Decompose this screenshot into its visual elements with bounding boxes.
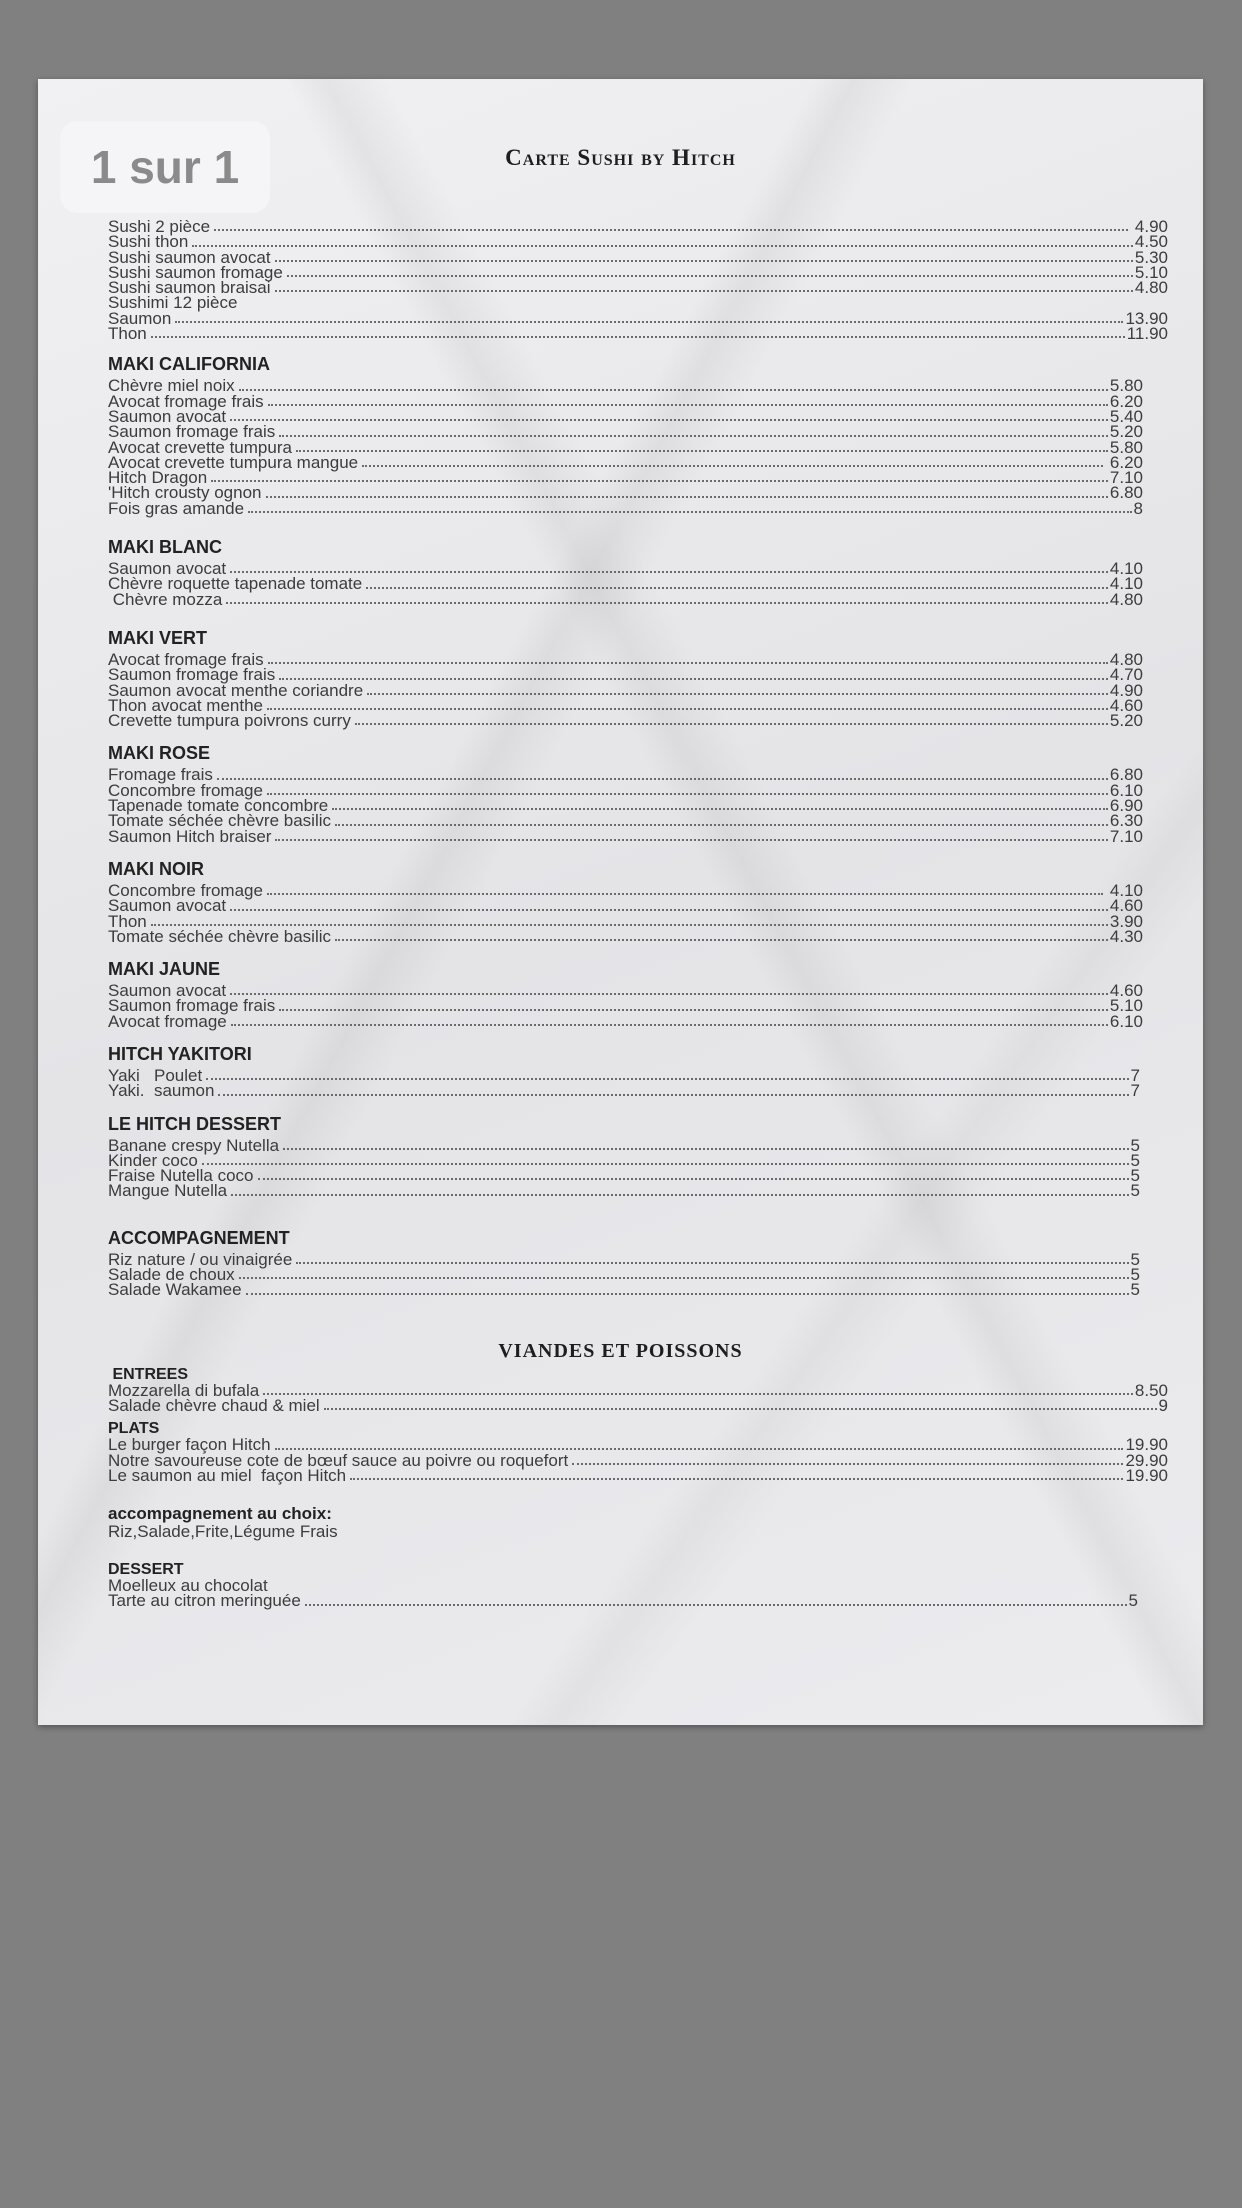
menu-item-label: Avocat fromage frais <box>108 391 264 411</box>
menu-item-price: 6.20 <box>1105 452 1143 472</box>
dot-leader <box>332 808 1108 810</box>
menu-item <box>108 1081 1168 1101</box>
menu-item <box>108 1265 1168 1285</box>
menu-item <box>108 765 1168 785</box>
menu-item-label: Chèvre roquette tapenade tomate <box>108 574 363 594</box>
menu-item-label: Sushi 2 pièce <box>108 217 211 236</box>
dot-leader <box>230 571 1108 573</box>
menu-item-label: Salade de choux <box>108 1265 235 1285</box>
menu-page <box>38 79 1203 1725</box>
dessert-plain-item: Moelleux au chocolat <box>108 1576 268 1596</box>
menu-item <box>108 589 1168 609</box>
menu-item-label: Hitch Dragon <box>108 468 208 488</box>
menu-item-price: 4.60 <box>1109 695 1143 715</box>
menu-item-price: 8.50 <box>1134 1380 1168 1400</box>
menu-item-price: 29.90 <box>1125 1450 1168 1470</box>
menu-item-price: 6.80 <box>1109 765 1143 785</box>
menu-item-label: Avocat crevette tumpura mangue <box>108 452 359 472</box>
menu-item-price: 5 <box>1130 1265 1140 1285</box>
section-vert <box>108 627 1168 731</box>
menu-item-label: Concombre fromage <box>108 880 263 900</box>
menu-item-price: 5 <box>1130 1166 1140 1186</box>
menu-item-price: 5 <box>1130 1249 1140 1269</box>
section-dessert <box>108 1113 1168 1199</box>
dot-leader <box>572 1463 1123 1465</box>
dot-leader <box>230 909 1108 911</box>
menu-item-price: 4.30 <box>1109 926 1143 946</box>
menu-item-price: 3.90 <box>1109 911 1143 931</box>
menu-item-price: 4.10 <box>1109 574 1143 594</box>
dot-leader <box>192 245 1133 247</box>
menu-item-label: Avocat fromage frais <box>108 649 264 669</box>
menu-item-label: Saumon fromage frais <box>108 665 276 685</box>
dot-leader <box>296 450 1108 452</box>
menu-item <box>108 483 1168 503</box>
dot-leader <box>230 419 1108 421</box>
menu-item-label: Banane crespy Nutella <box>108 1135 280 1155</box>
viandes-heading: VIANDES ET POISSONS <box>498 1339 743 1362</box>
dot-leader <box>275 1448 1124 1450</box>
dot-leader <box>268 662 1108 664</box>
menu-item-price: 7 <box>1130 1065 1140 1085</box>
menu-item-label: Mangue Nutella <box>108 1181 228 1201</box>
dot-leader <box>287 275 1133 277</box>
menu-item <box>108 926 1168 946</box>
menu-item-label: Mozzarella di bufala <box>108 1380 260 1400</box>
menu-item-label: Avocat crevette tumpura <box>108 437 292 457</box>
menu-item <box>108 1166 1168 1186</box>
menu-item-label: Saumon avocat <box>108 406 227 426</box>
dot-leader <box>263 1393 1133 1395</box>
dot-leader <box>305 1604 1127 1606</box>
menu-item <box>108 468 1168 488</box>
dot-leader <box>214 229 1128 231</box>
menu-item-label: Concombre fromage <box>108 780 263 800</box>
menu-item-label: 'Hitch crousty ognon <box>108 483 262 503</box>
dot-leader <box>226 602 1108 604</box>
section-heading: MAKI NOIR <box>108 858 204 879</box>
page-counter-badge: 1 sur 1 <box>60 121 270 213</box>
menu-title: Carte Sushi by Hitch <box>505 145 736 170</box>
menu-item <box>108 308 1168 328</box>
dot-leader <box>248 511 1131 513</box>
menu-item <box>108 219 1168 234</box>
menu-item-price: 13.90 <box>1125 308 1168 328</box>
menu-item-label: Thon avocat menthe <box>108 695 263 715</box>
menu-content <box>108 219 1168 1609</box>
menu-item-price: 6.10 <box>1109 780 1143 800</box>
menu-item-price: 5.20 <box>1109 422 1143 442</box>
section-heading: MAKI BLANC <box>108 537 222 558</box>
menu-item-price: 5 <box>1130 1280 1140 1300</box>
menu-item-label: Saumon avocat <box>108 896 227 916</box>
dot-leader <box>279 678 1108 680</box>
menu-item-price: 7.10 <box>1109 468 1143 488</box>
menu-item-label: Tomate séchée chèvre basilic <box>108 811 332 831</box>
menu-item <box>108 1150 1168 1170</box>
section-heading: LE HITCH DESSERT <box>108 1113 282 1134</box>
menu-item-label: Saumon avocat <box>108 981 227 1001</box>
menu-item-price: 6.90 <box>1109 796 1143 816</box>
menu-item-price: 5.80 <box>1109 376 1143 396</box>
section-heading: MAKI ROSE <box>108 743 211 764</box>
menu-item-label: Chèvre miel noix <box>108 376 235 396</box>
dot-leader <box>239 1277 1129 1279</box>
plats-heading: PLATS <box>108 1420 160 1438</box>
dot-leader <box>366 587 1108 589</box>
menu-item-price: 7 <box>1130 1081 1140 1101</box>
section-accompagnement <box>108 1227 1168 1298</box>
menu-item <box>108 1591 1168 1611</box>
menu-item <box>108 896 1168 916</box>
menu-item-price: 4.80 <box>1134 278 1168 298</box>
dot-leader <box>230 993 1108 995</box>
menu-item-price: 4.60 <box>1109 896 1143 916</box>
dot-leader <box>175 321 1123 323</box>
menu-item-price: 5.20 <box>1109 711 1143 731</box>
menu-item-label: Le burger façon Hitch <box>108 1435 271 1455</box>
dot-leader <box>218 1094 1128 1096</box>
menu-item-price: 4.80 <box>1109 589 1143 609</box>
dot-leader <box>266 496 1108 498</box>
menu-item-price: 19.90 <box>1125 1435 1168 1455</box>
dot-leader <box>335 824 1108 826</box>
dot-leader <box>231 1024 1108 1026</box>
menu-item-label: Thon <box>108 324 147 344</box>
menu-item-label: Saumon <box>108 308 172 328</box>
section-heading: ACCOMPAGNEMENT <box>108 1227 290 1248</box>
menu-item-label: Saumon fromage frais <box>108 996 276 1016</box>
dot-leader <box>324 1408 1157 1410</box>
menu-item-label: Yaki. saumon <box>108 1081 215 1101</box>
menu-item <box>108 1249 1168 1269</box>
dot-leader <box>296 1262 1128 1264</box>
menu-item-price: 5.30 <box>1134 247 1168 267</box>
dot-leader <box>211 480 1108 482</box>
menu-item <box>108 498 1168 518</box>
menu-item-price: 4.90 <box>1130 217 1168 236</box>
menu-item-label: Notre savoureuse cote de bœuf sauce au poivre ou roquefort <box>108 1450 569 1470</box>
dot-leader <box>335 939 1108 941</box>
menu-item-price: 11.90 <box>1126 324 1168 344</box>
section-heading: HITCH YAKITORI <box>108 1043 252 1064</box>
dot-leader <box>367 693 1108 695</box>
menu-item-price: 9 <box>1158 1395 1168 1415</box>
menu-item-price: 19.90 <box>1125 1465 1168 1485</box>
menu-item-label: Yaki Poulet <box>108 1065 203 1085</box>
menu-item <box>108 278 1168 298</box>
menu-item-label: Salade chèvre chaud & miel <box>108 1395 320 1415</box>
menu-item <box>108 1011 1168 1031</box>
dot-leader <box>275 260 1133 262</box>
menu-item <box>108 1395 1168 1415</box>
section-heading: MAKI JAUNE <box>108 959 221 980</box>
menu-item-label: Thon <box>108 911 147 931</box>
menu-item-label: Tapenade tomate concombre <box>108 796 329 816</box>
menu-item-label: Avocat fromage <box>108 1011 227 1031</box>
menu-item-label: Sushi saumon avocat <box>108 247 271 267</box>
menu-item <box>108 1465 1168 1485</box>
menu-item <box>108 680 1168 700</box>
menu-item <box>108 1280 1168 1300</box>
menu-item <box>108 324 1168 344</box>
dot-leader <box>217 778 1108 780</box>
dot-leader <box>239 389 1108 391</box>
menu-item <box>108 391 1168 411</box>
menu-item-label: Le saumon au miel façon Hitch <box>108 1465 347 1485</box>
menu-item-label: Saumon avocat <box>108 559 227 579</box>
dot-leader <box>279 435 1108 437</box>
dessert-heading: DESSERT <box>108 1561 184 1579</box>
menu-item-price: 5.10 <box>1134 262 1168 282</box>
dot-leader <box>275 290 1133 292</box>
menu-item <box>108 1135 1168 1155</box>
menu-item-price: 4.90 <box>1109 680 1143 700</box>
dot-leader <box>267 893 1103 895</box>
entrees-heading: ENTREES <box>108 1365 189 1383</box>
section-heading: MAKI CALIFORNIA <box>108 354 270 375</box>
menu-item <box>108 452 1168 472</box>
menu-item-price: 6.30 <box>1109 811 1143 831</box>
menu-item <box>108 996 1168 1016</box>
menu-item-price: 4.70 <box>1109 665 1143 685</box>
section-yakitori <box>108 1043 1168 1099</box>
menu-item <box>108 711 1168 731</box>
menu-item-label: Fromage frais <box>108 765 213 785</box>
dot-leader <box>350 1478 1123 1480</box>
dot-leader <box>151 924 1108 926</box>
dot-leader <box>206 1078 1128 1080</box>
menu-item-price: 5 <box>1130 1135 1140 1155</box>
menu-item <box>108 1181 1168 1201</box>
menu-item-price: 4.80 <box>1109 649 1143 669</box>
menu-item-label: Chèvre mozza <box>108 589 223 609</box>
menu-item-label: Fois gras amande <box>108 498 245 518</box>
section-heading: MAKI VERT <box>108 627 207 648</box>
menu-item-price: 5.40 <box>1109 406 1143 426</box>
menu-item-label: Crevette tumpura poivrons curry <box>108 711 351 731</box>
menu-item-label: Saumon fromage frais <box>108 422 276 442</box>
menu-item-label: Kinder coco <box>108 1150 198 1170</box>
dot-leader <box>279 1009 1108 1011</box>
dot-leader <box>258 1178 1129 1180</box>
choix-heading: accompagnement au choix: <box>108 1504 332 1524</box>
menu-item <box>108 880 1168 900</box>
dot-leader <box>362 465 1103 467</box>
menu-item-price: 6.20 <box>1109 391 1143 411</box>
menu-item <box>108 826 1168 846</box>
menu-item-label: Saumon avocat menthe coriandre <box>108 680 364 700</box>
menu-item-price: 4.60 <box>1109 981 1143 1001</box>
menu-item-label: Sushi thon <box>108 232 189 252</box>
dot-leader <box>275 839 1107 841</box>
menu-item <box>108 574 1168 594</box>
menu-item-price: 5 <box>1130 1181 1140 1201</box>
menu-item <box>108 1065 1168 1085</box>
section-jaune <box>108 958 1168 1029</box>
dot-leader <box>246 1293 1129 1295</box>
section-california <box>108 353 1168 516</box>
menu-item-label: Sushi saumon braisai <box>108 278 271 298</box>
menu-item-price: 6.10 <box>1109 1011 1143 1031</box>
menu-item-label: Saumon Hitch braiser <box>108 826 272 846</box>
section-noir <box>108 858 1168 944</box>
menu-item-price: 4.10 <box>1109 559 1143 579</box>
menu-item-price: 4.50 <box>1134 232 1168 252</box>
menu-item-price: 6.80 <box>1109 483 1143 503</box>
choix-text: Riz,Salade,Frite,Légume Frais <box>108 1522 338 1542</box>
menu-item-label: Riz nature / ou vinaigrée <box>108 1249 293 1269</box>
section-blanc <box>108 536 1168 607</box>
menu-item-price: 4.10 <box>1105 880 1143 900</box>
menu-item-label: Sushi saumon fromage <box>108 262 283 282</box>
menu-item-label: Salade Wakamee <box>108 1280 242 1300</box>
dot-leader <box>268 404 1108 406</box>
dot-leader <box>355 723 1108 725</box>
dot-leader <box>267 708 1108 710</box>
dot-leader <box>151 336 1125 338</box>
menu-item-label: Tarte au citron meringuée <box>108 1591 301 1611</box>
sushimi-subheading: Sushimi 12 pièce <box>108 293 238 313</box>
menu-item-label: Tomate séchée chèvre basilic <box>108 926 332 946</box>
section-viandes <box>108 1340 1168 1609</box>
dot-leader <box>283 1148 1128 1150</box>
menu-item-price: 5.80 <box>1109 437 1143 457</box>
menu-item-label: Fraise Nutella coco <box>108 1166 254 1186</box>
menu-item-price: 7.10 <box>1109 826 1143 846</box>
dot-leader <box>202 1163 1129 1165</box>
sushi-section <box>108 217 1168 344</box>
dot-leader <box>267 793 1108 795</box>
menu-item-price: 8 <box>1133 498 1143 518</box>
menu-item-price: 5 <box>1128 1591 1138 1611</box>
section-rose <box>108 742 1168 846</box>
menu-item-price: 5.10 <box>1109 996 1143 1016</box>
menu-item-price: 5 <box>1130 1150 1140 1170</box>
menu-item <box>108 376 1168 396</box>
dot-leader <box>231 1194 1128 1196</box>
